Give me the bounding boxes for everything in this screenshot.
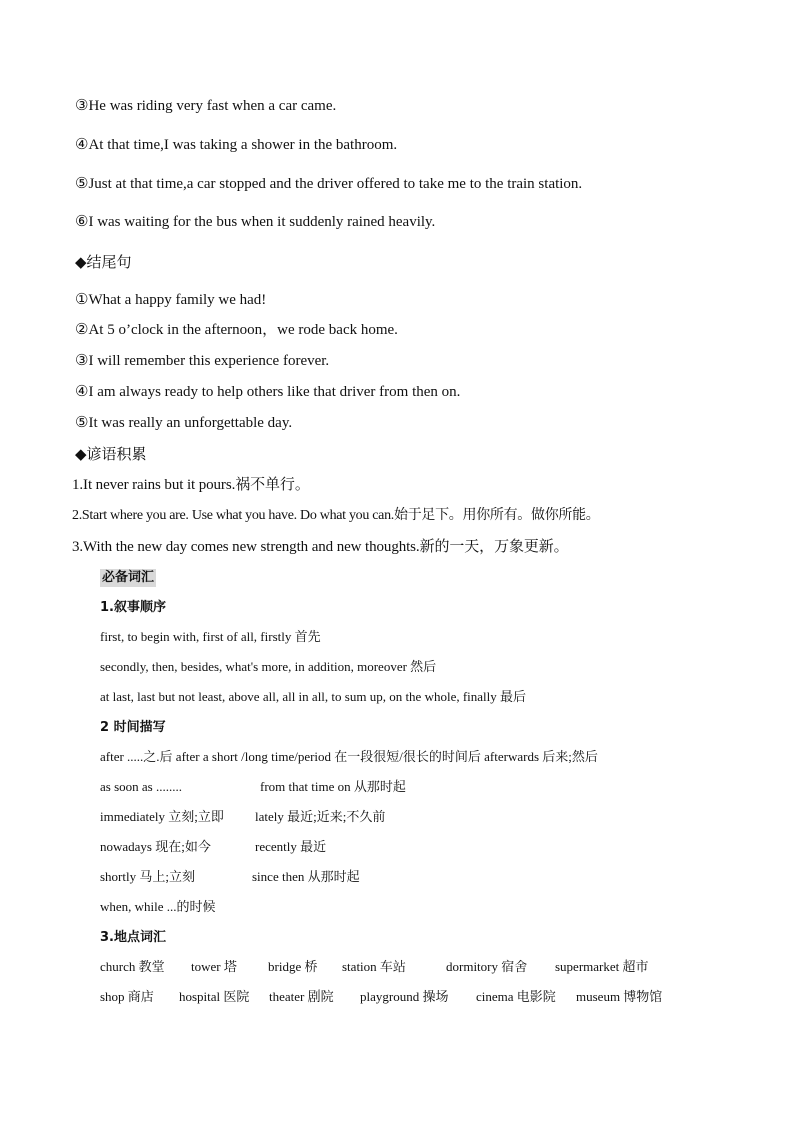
ending-sentence-3: ③I will remember this experience forever.: [75, 353, 330, 369]
narrative-line-3: at last, last but not least, above all, all in all, to sum up, on the whole, finally 最后: [100, 689, 527, 704]
sentence-3: ③He was riding very fast when a car came.: [75, 98, 337, 114]
narrative-line-1: first, to begin with, first of all, firstly 首先: [100, 629, 321, 644]
proverb-3: 3.With the new day comes new strength and new thoughts.新的一天，万象更新。: [72, 539, 569, 555]
places-heading: [100, 928, 166, 947]
place-theater: theater 剧院: [269, 989, 334, 1004]
place-shop: shop 商店: [100, 989, 154, 1004]
ending-sentence-4: ④I am always ready to help others like that driver from then on.: [75, 384, 461, 400]
narrative-line-2: secondly, then, besides, what's more, in addition, moreover 然后: [100, 659, 437, 674]
proverbs-section-title: ◆谚语积累: [75, 445, 147, 463]
proverb-1: 1.It never rains but it pours.祸不单行。: [72, 477, 310, 493]
place-supermarket: supermarket 超市: [555, 959, 649, 974]
place-hospital: hospital 医院: [179, 989, 250, 1004]
place-dormitory: dormitory 宿舍: [446, 959, 528, 974]
sentence-6: ⑥I was waiting for the bus when it suddenly rained heavily.: [75, 214, 436, 230]
ending-sentence-5: ⑤It was really an unforgettable day.: [75, 415, 293, 431]
place-bridge: bridge 桥: [268, 959, 318, 974]
time-row-4-right: since then 从那时起: [252, 869, 360, 884]
time-row-4-left: shortly 马上;立刻: [100, 869, 195, 884]
narrative-order-title: 1.叙事顺序: [100, 600, 166, 615]
proverb-2: 2.Start where you are. Use what you have. Do what you can.始于足下。用你所有。做你所能。: [72, 508, 600, 523]
time-row-1-right: from that time on 从那时起: [260, 779, 406, 794]
ending-sentence-2: ②At 5 o’clock in the afternoon，we rode back home.: [75, 322, 398, 338]
ending-section-title: ◆结尾句: [75, 253, 132, 271]
places-title: 3.地点词汇: [100, 930, 166, 945]
place-playground: playground 操场: [360, 989, 449, 1004]
time-line-1: after .....之.后 after a short /long time/period 在一段很短/很长的时间后 afterwards 后来;然后: [100, 749, 598, 764]
time-row-2-right: lately 最近;近来;不久前: [255, 809, 386, 824]
vocab-heading: 必备词汇: [102, 570, 155, 585]
place-museum: museum 博物馆: [576, 989, 663, 1004]
sentence-5: ⑤Just at that time,a car stopped and the driver offered to take me to the train station.: [75, 176, 583, 192]
time-row-1-left: as soon as ........: [100, 779, 182, 794]
place-church: church 教堂: [100, 959, 165, 974]
time-heading: [100, 718, 166, 737]
place-station: station 车站: [342, 959, 406, 974]
time-row-2-left: immediately 立刻;立即: [100, 809, 224, 824]
time-line-last: when, while ...的时候: [100, 899, 216, 914]
sentence-4: ④At that time,I was taking a shower in the bathroom.: [75, 137, 398, 153]
time-row-3-right: recently 最近: [255, 839, 327, 854]
place-tower: tower 塔: [191, 959, 237, 974]
time-title: 2 时间描写: [100, 720, 166, 735]
narrative-order-heading: [100, 598, 166, 617]
time-row-3-left: nowadays 现在;如今: [100, 839, 211, 854]
ending-sentence-1: ①What a happy family we had!: [75, 292, 267, 308]
place-cinema: cinema 电影院: [476, 989, 556, 1004]
